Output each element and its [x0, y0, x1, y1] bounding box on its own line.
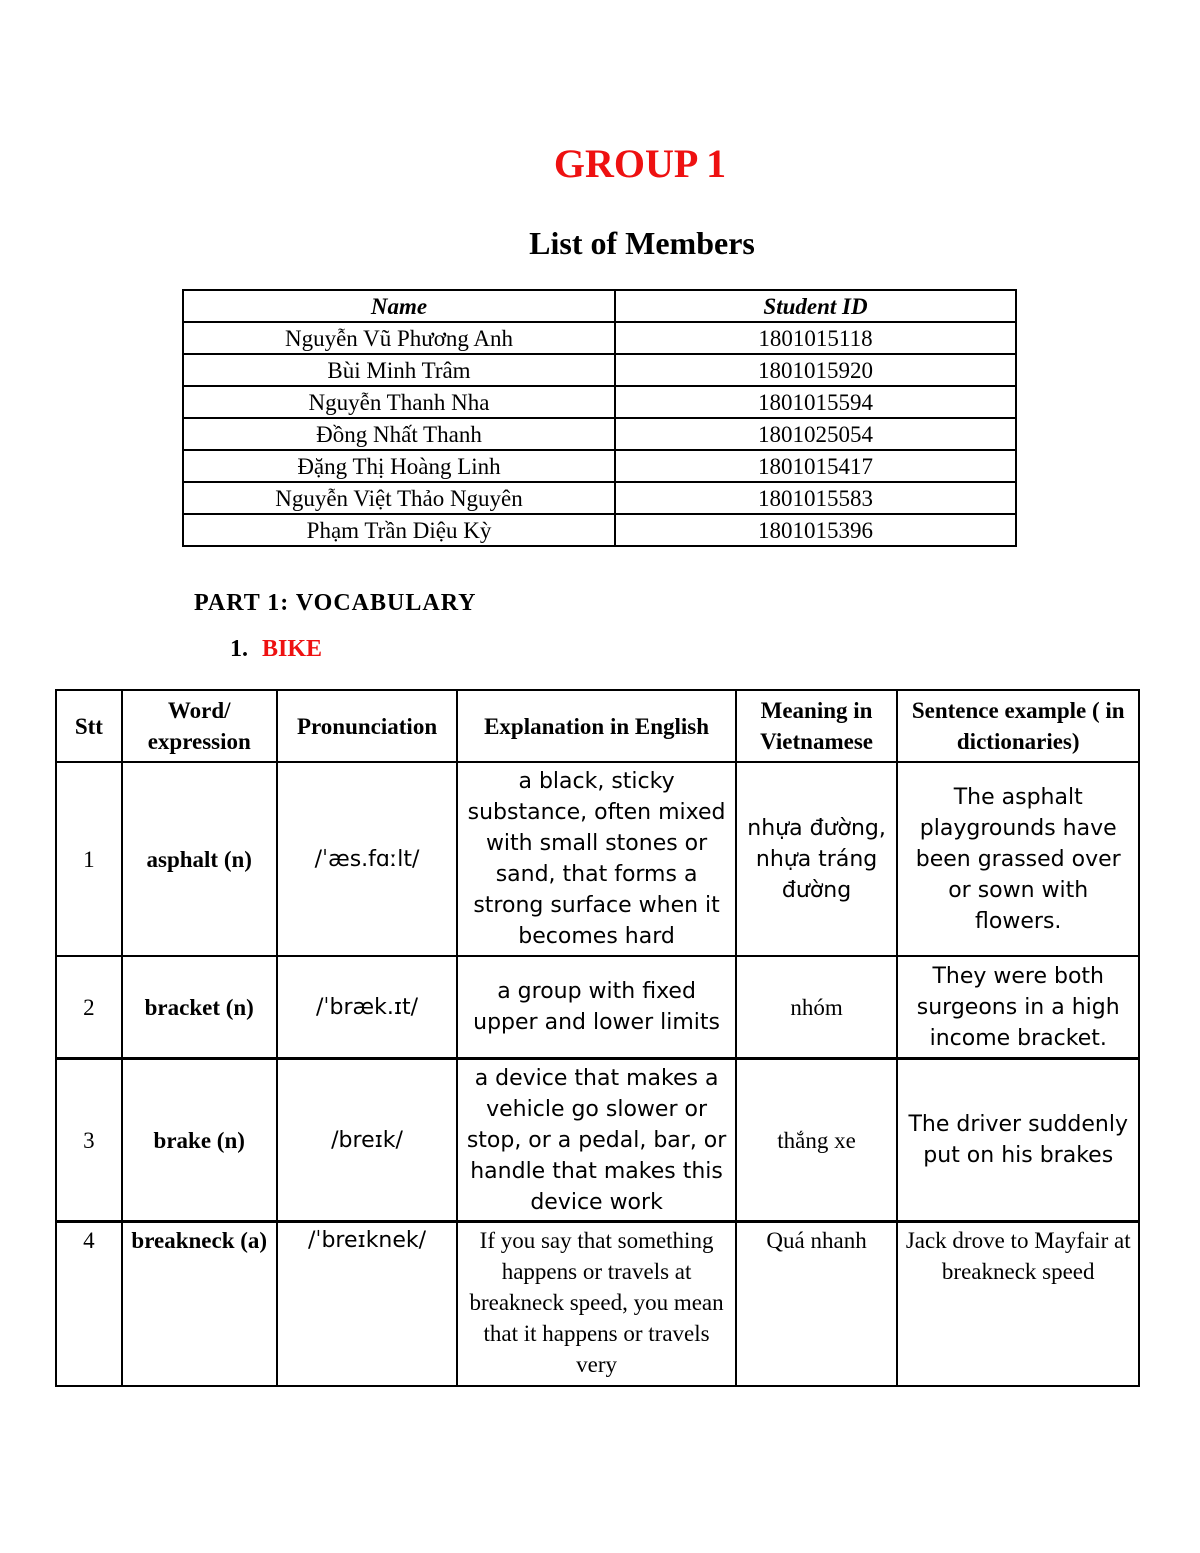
example-cell: Jack drove to Mayfair at breakneck speed	[897, 1222, 1139, 1387]
table-row	[183, 418, 1016, 450]
member-name: Phạm Trần Diệu Kỳ	[183, 514, 615, 546]
explanation-cell: a group with fixed upper and lower limits	[457, 956, 735, 1059]
student-id-header: Student ID	[615, 290, 1016, 322]
section-heading	[230, 636, 322, 663]
word-cell: breakneck (a)	[122, 1222, 277, 1387]
section-name: BIKE	[262, 636, 323, 662]
name-header: Name	[183, 290, 615, 322]
meaning-cell: nhóm	[736, 956, 898, 1059]
pronunciation-cell: /ˈbreɪknek/	[277, 1222, 458, 1387]
member-id: 1801015583	[615, 482, 1016, 514]
member-id: 1801015396	[615, 514, 1016, 546]
member-id: 1801015594	[615, 386, 1016, 418]
stt-cell: 1	[56, 762, 122, 956]
member-name: Nguyễn Vũ Phương Anh	[183, 322, 615, 354]
table-row	[56, 1059, 1139, 1222]
member-name: Bùi Minh Trâm	[183, 354, 615, 386]
meaning-cell: nhựa đường, nhựa tráng đường	[736, 762, 898, 956]
pronunciation-header: Pronunciation	[277, 690, 458, 762]
section-number: 1.	[230, 636, 248, 662]
table-header-row	[183, 290, 1016, 322]
word-cell: bracket (n)	[122, 956, 277, 1059]
member-name: Nguyễn Thanh Nha	[183, 386, 615, 418]
meaning-cell: thắng xe	[736, 1059, 898, 1222]
member-id: 1801015417	[615, 450, 1016, 482]
word-cell: brake (n)	[122, 1059, 277, 1222]
table-row	[183, 450, 1016, 482]
table-row	[56, 762, 1139, 956]
table-row	[183, 482, 1016, 514]
group-title: GROUP 1	[553, 141, 727, 186]
pronunciation-cell: /breɪk/	[277, 1059, 458, 1222]
explanation-cell: a black, sticky substance, often mixed with small stones or sand, that forms a strong surface when it becomes hard	[457, 762, 735, 956]
stt-header: Stt	[56, 690, 122, 762]
member-name: Đặng Thị Hoàng Linh	[183, 450, 615, 482]
pronunciation-cell: /ˈbræk.ɪt/	[277, 956, 458, 1059]
explanation-cell: a device that makes a vehicle go slower or stop, or a pedal, bar, or handle that makes this device work	[457, 1059, 735, 1222]
example-header: Sentence example ( in dictionaries)	[897, 690, 1139, 762]
table-row	[56, 1222, 1139, 1387]
table-row	[183, 354, 1016, 386]
member-name: Đồng Nhất Thanh	[183, 418, 615, 450]
explanation-cell: If you say that something happens or travels at breakneck speed, you mean that it happens or travels very	[457, 1222, 735, 1387]
word-cell: asphalt (n)	[122, 762, 277, 956]
stt-cell: 3	[56, 1059, 122, 1222]
pronunciation-cell: /ˈæs.fɑːlt/	[277, 762, 458, 956]
member-name: Nguyễn Việt Thảo Nguyên	[183, 482, 615, 514]
word-header: Word/ expression	[122, 690, 277, 762]
members-table	[182, 289, 1017, 547]
stt-cell: 4	[56, 1222, 122, 1387]
stt-cell: 2	[56, 956, 122, 1059]
example-cell: The asphalt playgrounds have been grassed over or sown with flowers.	[897, 762, 1139, 956]
member-id: 1801015920	[615, 354, 1016, 386]
meaning-header: Meaning in Vietnamese	[736, 690, 898, 762]
table-row	[183, 386, 1016, 418]
explanation-header: Explanation in English	[457, 690, 735, 762]
example-cell: The driver suddenly put on his brakes	[897, 1059, 1139, 1222]
table-row	[56, 956, 1139, 1059]
member-id: 1801025054	[615, 418, 1016, 450]
vocabulary-table	[55, 689, 1140, 1387]
member-id: 1801015118	[615, 322, 1016, 354]
part-heading: PART 1: VOCABULARY	[194, 590, 477, 616]
table-row	[183, 322, 1016, 354]
example-cell: They were both surgeons in a high income bracket.	[897, 956, 1139, 1059]
table-row	[183, 514, 1016, 546]
members-heading: List of Members	[529, 225, 755, 261]
table-header-row	[56, 690, 1139, 762]
meaning-cell: Quá nhanh	[736, 1222, 898, 1387]
